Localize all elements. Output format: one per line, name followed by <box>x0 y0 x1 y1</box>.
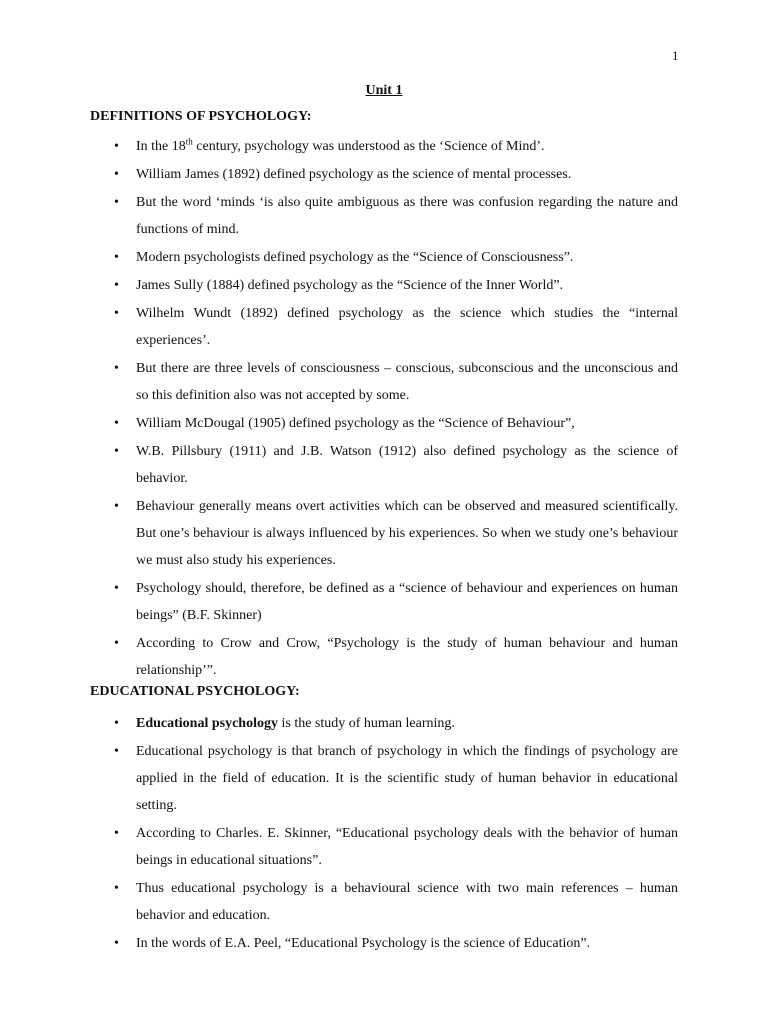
section-heading-educational-psychology: EDUCATIONAL PSYCHOLOGY: <box>90 684 300 699</box>
list-item: • W.B. Pillsbury (1911) and J.B. Watson (1912) also defined psychology as the science of behavior. <box>136 438 678 492</box>
list-item: • According to Charles. E. Skinner, “Educational psychology deals with the behavior of human beings in educational situations”. <box>136 820 678 874</box>
superscript: th <box>185 136 193 147</box>
list-item: • Behaviour generally means overt activities which can be observed and measured scientifically. But one’s behaviour is always influenced by his experiences. So when we study one’s behaviour we must also study his experiences. <box>136 493 678 574</box>
unit-title: Unit 1 <box>365 83 403 98</box>
list-item: • Thus educational psychology is a behavioural science with two main references – human behavior and education. <box>136 875 678 929</box>
list-item: • In the words of E.A. Peel, “Educational Psychology is the science of Education”. <box>136 930 678 957</box>
list-item: • Wilhelm Wundt (1892) defined psychology as the science which studies the “internal experiences’. <box>136 300 678 354</box>
list-item: • Psychology should, therefore, be defined as a “science of behaviour and experiences on human beings” (B.F. Skinner) <box>136 575 678 629</box>
bold-term: Educational psychology <box>136 716 278 731</box>
list-item: • William James (1892) defined psychology as the science of mental processes. <box>136 161 678 188</box>
list-item-text: In the 18 <box>136 139 186 154</box>
definitions-list <box>0 133 768 685</box>
list-item <box>136 133 678 160</box>
list-item: • According to Crow and Crow, “Psychology is the study of human behaviour and human relationship’”. <box>136 630 678 684</box>
section-heading-definitions: DEFINITIONS OF PSYCHOLOGY: <box>90 109 312 124</box>
page-number: 1 <box>672 48 679 63</box>
list-item: • But the word ‘minds ‘is also quite ambiguous as there was confusion regarding the nature and functions of mind. <box>136 189 678 243</box>
list-item <box>136 710 678 737</box>
list-item: • But there are three levels of consciousness – conscious, subconscious and the unconscious and so this definition also was not accepted by some. <box>136 355 678 409</box>
educational-psychology-list <box>0 710 768 958</box>
list-item: • Modern psychologists defined psychology as the “Science of Consciousness”. <box>136 244 678 271</box>
list-item: • Educational psychology is that branch of psychology in which the findings of psychology are applied in the field of education. It is the scientific study of human behavior in educational setting. <box>136 738 678 819</box>
list-item: • James Sully (1884) defined psychology as the “Science of the Inner World”. <box>136 272 678 299</box>
list-item-text: century, psychology was understood as the ‘Science of Mind’. <box>192 139 545 154</box>
list-item-text: is the study of human learning. <box>277 716 455 731</box>
list-item: • William McDougal (1905) defined psychology as the “Science of Behaviour”, <box>136 410 678 437</box>
